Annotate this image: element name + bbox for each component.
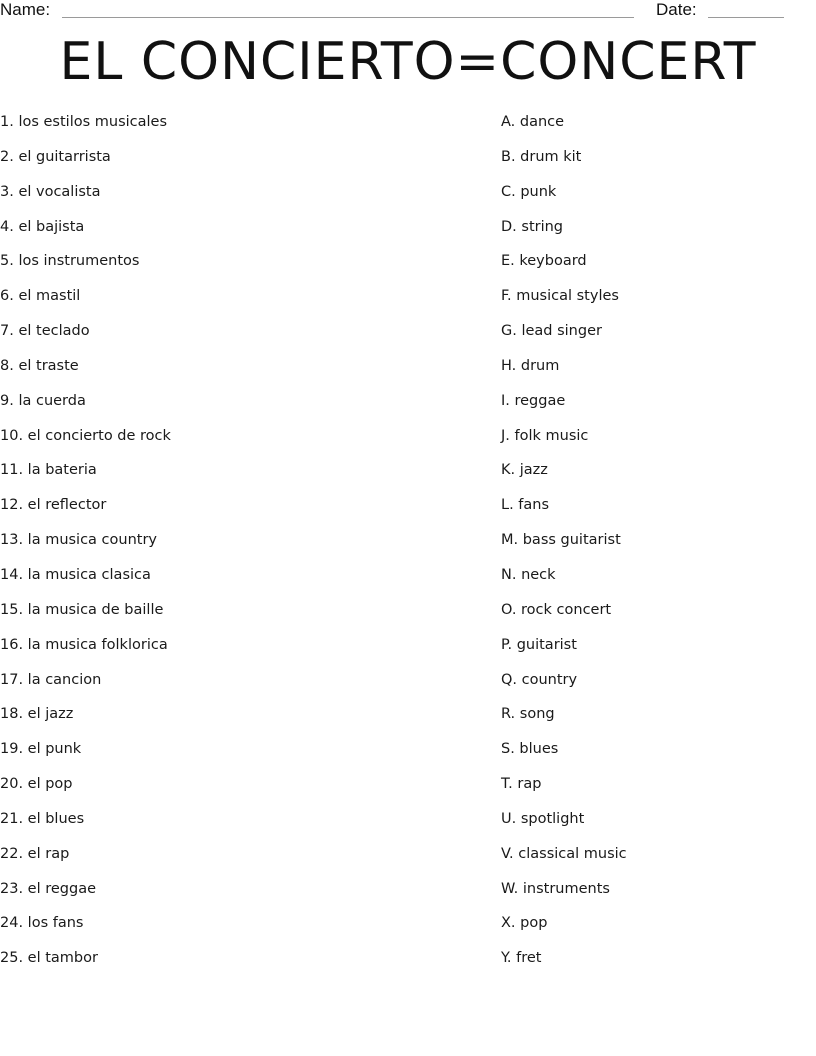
- term-item: 19. el punk: [0, 741, 82, 758]
- definition-item: S. blues: [501, 741, 559, 758]
- definition-item: C. punk: [501, 183, 557, 200]
- date-label: Date:: [656, 0, 697, 19]
- term-item: 24. los fans: [0, 915, 84, 932]
- date-blank-line[interactable]: [708, 17, 784, 18]
- definition-item: X. pop: [501, 915, 548, 932]
- definition-item: L. fans: [501, 497, 550, 514]
- term-item: 3. el vocalista: [0, 183, 101, 200]
- definitions-list: [501, 112, 801, 983]
- definition-item: H. drum: [501, 357, 560, 374]
- definition-item: P. guitarist: [501, 636, 577, 653]
- term-item: 15. la musica de baille: [0, 601, 164, 618]
- term-item: 14. la musica clasica: [0, 566, 151, 583]
- definition-item: A. dance: [501, 114, 565, 130]
- definition-item: O. rock concert: [501, 601, 612, 618]
- definition-item: G. lead singer: [501, 323, 602, 340]
- terms-list: [0, 112, 480, 983]
- definition-item: V. classical music: [501, 845, 627, 862]
- definition-item: D. string: [501, 218, 564, 235]
- term-item: 20. el pop: [0, 776, 73, 793]
- term-item: 11. la bateria: [0, 462, 97, 479]
- definition-item: B. drum kit: [501, 148, 582, 165]
- definition-item: T. rap: [501, 776, 542, 793]
- term-item: 25. el tambor: [0, 950, 98, 967]
- definition-item: Y. fret: [501, 950, 542, 967]
- definition-item: F. musical styles: [501, 288, 619, 305]
- definition-item: R. song: [501, 706, 555, 723]
- page-title: EL CONCIERTO=CONCERT: [59, 32, 757, 92]
- definition-item: M. bass guitarist: [501, 532, 621, 549]
- term-item: 4. el bajista: [0, 218, 85, 235]
- definition-item: Q. country: [501, 671, 578, 688]
- term-item: 2. el guitarrista: [0, 148, 111, 165]
- term-item: 8. el traste: [0, 357, 79, 374]
- term-item: 12. el reflector: [0, 497, 107, 514]
- term-item: 1. los estilos musicales: [0, 114, 168, 130]
- term-item: 13. la musica country: [0, 532, 158, 549]
- term-item: 21. el blues: [0, 810, 85, 827]
- term-item: 22. el rap: [0, 845, 70, 862]
- term-item: 7. el teclado: [0, 323, 90, 340]
- term-item: 9. la cuerda: [0, 392, 86, 409]
- worksheet-header: [0, 0, 816, 22]
- term-item: 5. los instrumentos: [0, 253, 140, 270]
- term-item: 16. la musica folklorica: [0, 636, 168, 653]
- term-item: 17. la cancion: [0, 671, 102, 688]
- definition-item: W. instruments: [501, 880, 610, 897]
- term-item: 23. el reggae: [0, 880, 97, 897]
- definition-item: N. neck: [501, 566, 556, 583]
- definition-item: K. jazz: [501, 462, 548, 479]
- definition-item: J. folk music: [501, 427, 589, 444]
- definition-item: U. spotlight: [501, 810, 585, 827]
- definition-item: E. keyboard: [501, 253, 587, 270]
- term-item: 18. el jazz: [0, 706, 74, 723]
- definition-item: I. reggae: [501, 392, 566, 409]
- name-label: Name:: [0, 0, 51, 19]
- name-blank-line[interactable]: [62, 17, 634, 18]
- term-item: 10. el concierto de rock: [0, 427, 171, 444]
- term-item: 6. el mastil: [0, 288, 81, 305]
